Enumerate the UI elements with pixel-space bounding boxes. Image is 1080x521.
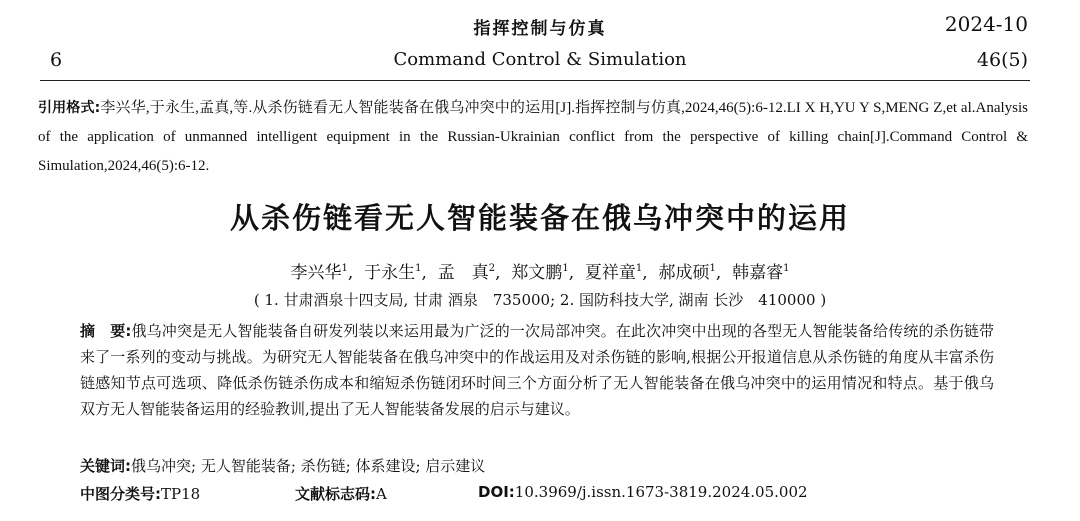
author-affiliation-mark: 1 — [341, 263, 348, 274]
document-code-value: A — [376, 485, 387, 503]
journal-name-english: Command Control & Simulation — [393, 49, 687, 70]
keywords-text: 俄乌冲突; 无人智能装备; 杀伤链; 体系建设; 启示建议 — [131, 457, 486, 475]
citation-block — [38, 94, 1028, 181]
document-code-label: 文献标志码: — [295, 485, 376, 503]
volume-issue: 46(5) — [976, 49, 1028, 71]
author-affiliation-mark: 1 — [635, 263, 643, 274]
author: 韩嘉睿 — [732, 263, 784, 283]
author: 李兴华 — [290, 263, 342, 283]
clc-value: TP18 — [161, 485, 201, 503]
keywords-label: 关键词: — [80, 457, 131, 475]
header-rule — [40, 80, 1030, 81]
clc-number — [80, 483, 200, 504]
author: 郝成硕 — [658, 263, 710, 283]
author: 夏祥童 — [584, 263, 636, 283]
author: 孟 真 — [437, 263, 489, 283]
abstract-text: 俄乌冲突是无人智能装备自研发列装以来运用最为广泛的一次局部冲突。在此次冲突中出现的各型无人智能装备给传统的杀伤链带来了一系列的变动与挑战。为研究无人智能装备在俄乌冲突中的作战运用及对杀伤链的影响,根据公开报道信息从杀伤链的角度从丰富杀伤链感知节点可选项、降低杀伤链杀伤成本和缩短杀伤链闭环时间三个方面分析了无人智能装备在俄乌冲突中的运用情况和特点。基于俄乌双方无人智能装备运用的经验教训,提出了无人智能装备发展的启示与建议。 — [80, 322, 994, 418]
page-number: 6 — [50, 49, 63, 71]
doi-value: 10.3969/j.issn.1673-3819.2024.05.002 — [514, 483, 808, 501]
doi — [478, 483, 808, 501]
author: 于永生 — [364, 263, 416, 283]
citation-label: 引用格式: — [38, 100, 101, 116]
author-affiliation-mark: 1 — [562, 263, 569, 274]
author-affiliation-mark: 1 — [709, 263, 716, 274]
abstract-block — [80, 318, 994, 422]
author-list: 李兴华$^1$, 于永生$^1$, 孟 真$^2$, 郑文鹏$^1$, 夏祥童$^1$, 郝成硕$^1$, 韩嘉睿$^1$ — [290, 263, 790, 283]
document-code — [295, 483, 387, 504]
affiliations: ( 1. 甘肃酒泉十四支局, 甘肃 酒泉 735000; 2. 国防科技大学, 湖南 长沙 410000 ) — [253, 291, 827, 309]
author-affiliation-mark: 2 — [488, 263, 496, 274]
paper-title: 从杀伤链看无人智能装备在俄乌冲突中的运用 — [229, 201, 850, 235]
doi-label: DOI: — [478, 483, 515, 501]
clc-label: 中图分类号: — [80, 485, 161, 503]
journal-name-chinese: 指挥控制与仿真 — [473, 19, 607, 39]
author-affiliation-mark: 1 — [415, 263, 422, 274]
citation-text: 李兴华,于永生,孟真,等.从杀伤链看无人智能装备在俄乌冲突中的运用[J].指挥控制与仿真,2024,46(5):6-12.LI X H,YU Y S,MENG Z,et al.Analysis of the application of unmanned intelligent equipment in the Russian-Ukrainian conflict from the perspective of killing chain[J].Command Control & Simulation,2024,46(5):6-12. — [38, 100, 1028, 174]
author: 郑文鹏 — [511, 263, 563, 283]
author-affiliation-mark: 1 — [783, 263, 790, 274]
issue-date: 2024-10 — [944, 12, 1028, 36]
abstract-label: 摘 要: — [80, 322, 132, 340]
keywords-line — [80, 455, 485, 476]
